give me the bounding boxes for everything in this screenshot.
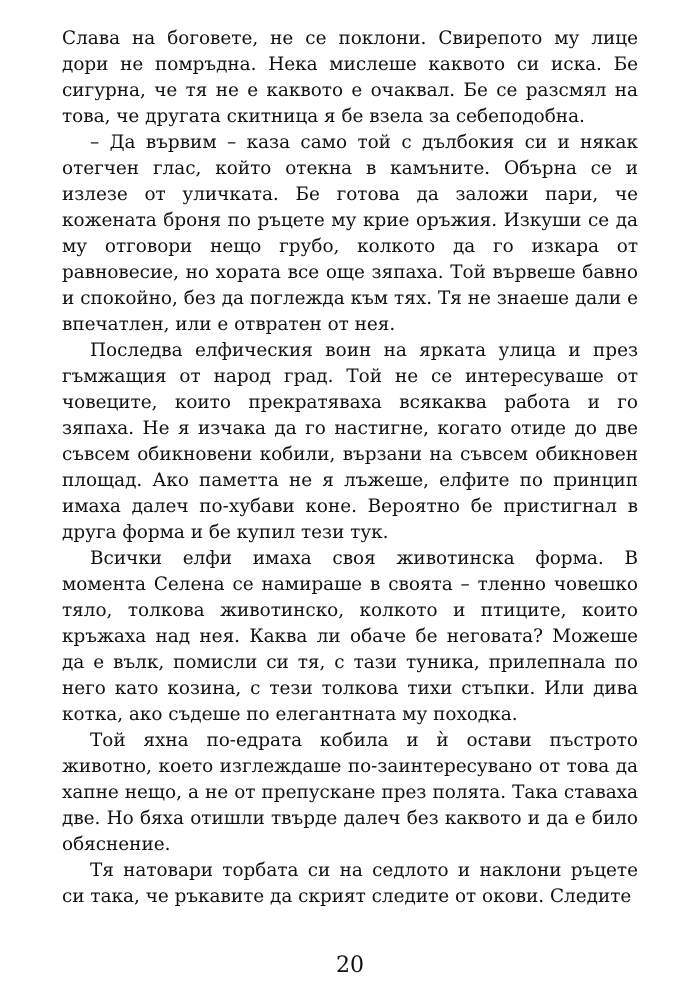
paragraph: Той яхна по-едрата кобила и ѝ остави пъстрото животно, което изглеждаше по-заинтересувано от това да хапне нещо, а не от препускане през полята. Така ставаха две. Но бяха отишли твърде далеч без каквото и да е било обяснение.: [62, 730, 638, 855]
page-text: [62, 26, 638, 910]
paragraph: Слава на боговете, не се поклони. Свирепото му лице дори не помръдна. Нека мислеше каквото си иска. Бе сигурна, че тя не е каквото е очаквал. Бе се разсмял на това, че другата скитница я бе взела за себеподобна.: [62, 28, 638, 127]
paragraph: Последва елфическия воин на ярката улица и през гъмжащия от народ град. Той не се интересуваше от човеците, които прекратяваха всякаква работа и го зяпаха. Не я изчака да го настигне, когато отиде до две съвсем обикновени кобили, вързани на съвсем обикновен площад. Ако паметта не я лъжеше, елфите по принцип имаха далеч по-хубави коне. Вероятно бе пристигнал в друга форма и бе купил тези тук.: [62, 340, 638, 543]
page-number: 20: [336, 953, 364, 978]
paragraph: Всички елфи имаха своя животинска форма. В момента Селена се намираше в своята – тленно човешко тяло, толкова животинско, колкото и птиците, които кръжаха над нея. Каква ли обаче бе неговата? Можеше да е вълк, помисли си тя, с тази туника, прилепнала по него като козина, с тези толкова тихи стъпки. Или дива котка, ако съдеше по елегантната му походка.: [62, 548, 638, 725]
paragraph: – Да вървим – каза само той с дълбокия си и някак отегчен глас, който отекна в камъните. Обърна се и излезе от уличката. Бе готова да заложи пари, че кожената броня по ръцете му крие оръжия. Изкуши се да му отговори нещо грубо, колкото да го изкара от равновесие, но хората все още зяпаха. Той вървеше бавно и спокойно, без да поглежда към тях. Тя не знаеше дали е впечатлен, или е отвратен от нея.: [62, 132, 638, 335]
paragraph: Тя натовари торбата си на седлото и наклони ръцете си така, че ръкавите да скрият следите от окови. Следите: [62, 860, 638, 907]
